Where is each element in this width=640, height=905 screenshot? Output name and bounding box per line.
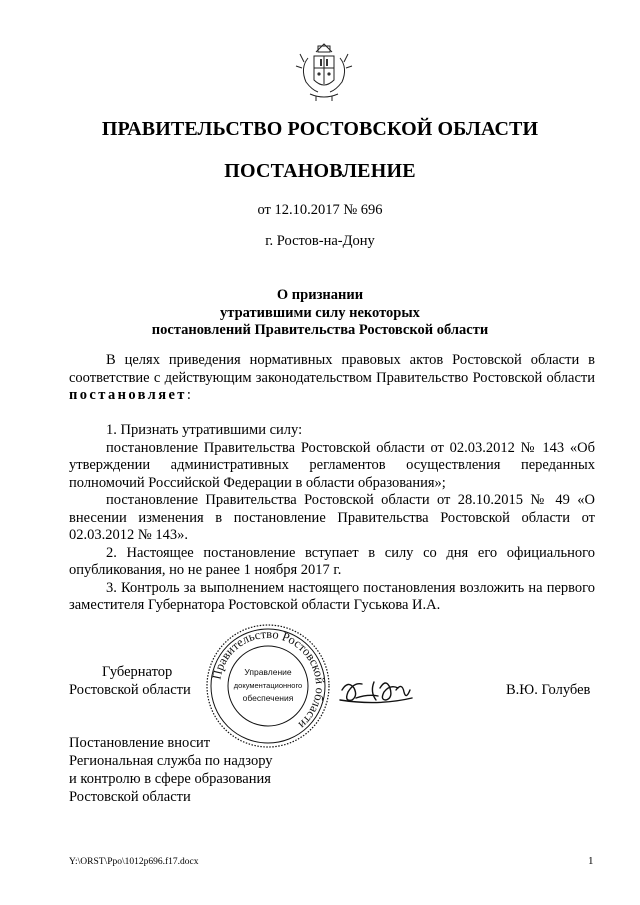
coat-of-arms-emblem	[294, 38, 354, 102]
position-line: Ростовской области	[69, 681, 191, 698]
item-1b: постановление Правительства Ростовской области от 28.10.2015 № 49 «О внесении изменения в постановление Правительства Ростовской области от 02.03.2012 № 143».	[69, 492, 595, 543]
preamble-colon: :	[186, 387, 191, 403]
sender-line: Постановление вносит	[69, 735, 211, 751]
title-line: утратившими силу некоторых	[220, 304, 420, 321]
title-line: О признании	[276, 287, 364, 303]
sender-line: и контролю в сфере образования	[69, 771, 271, 787]
signatory-name: В.Ю. Голубев	[506, 682, 591, 698]
official-stamp	[204, 622, 332, 750]
stamp-center-line: документационного	[233, 681, 303, 690]
title-line: постановлений Правительства Ростовской области	[151, 322, 489, 338]
decree-items	[69, 422, 595, 615]
item-2: 2. Настоящее постановление вступает в силу со дня его официального опубликования, но не ранее 1 ноября 2017 г.	[69, 544, 595, 578]
sender-line: Ростовской области	[69, 789, 191, 805]
sender-line: Региональная служба по надзору	[69, 753, 273, 769]
document-title	[0, 287, 640, 340]
date-number: от 12.10.2017 № 696	[257, 202, 383, 218]
item-1: 1. Признать утратившими силу:	[106, 422, 303, 438]
stamp-ring-text: Правительство Ростовской области	[209, 626, 328, 732]
page-number: 1	[588, 855, 594, 867]
handwritten-signature	[338, 670, 430, 710]
signatory-position	[69, 664, 191, 699]
city: г. Ростов-на-Дону	[265, 233, 375, 249]
decree-word: постановляет	[69, 387, 187, 403]
file-path: Y:\ORST\Ppo\1012p696.f17.docx	[69, 857, 199, 867]
preamble-paragraph	[69, 352, 595, 405]
item-3: 3. Контроль за выполнением настоящего постановления возложить на первого заместителя Губернатора Ростовской области Гуськова И.А.	[69, 579, 595, 613]
submitted-by	[69, 734, 273, 806]
preamble	[69, 352, 595, 405]
item-1a: постановление Правительства Ростовской области от 02.03.2012 № 143 «Об утверждении административных регламентов осуществления переданных полномочий Российской Федерации в области образования»;	[69, 439, 595, 491]
stamp-center-line: Управление	[244, 667, 292, 677]
government-heading: ПРАВИТЕЛЬСТВО РОСТОВСКОЙ ОБЛАСТИ	[101, 118, 539, 140]
stamp-center-line: обеспечения	[242, 693, 294, 703]
document-type-heading: ПОСТАНОВЛЕНИЕ	[224, 160, 416, 182]
preamble-text: В целях приведения нормативных правовых актов Ростовской области в соответствие с действующим законодательством Правительство Ростовской области	[69, 352, 595, 386]
position-line: Губернатор	[102, 664, 173, 680]
